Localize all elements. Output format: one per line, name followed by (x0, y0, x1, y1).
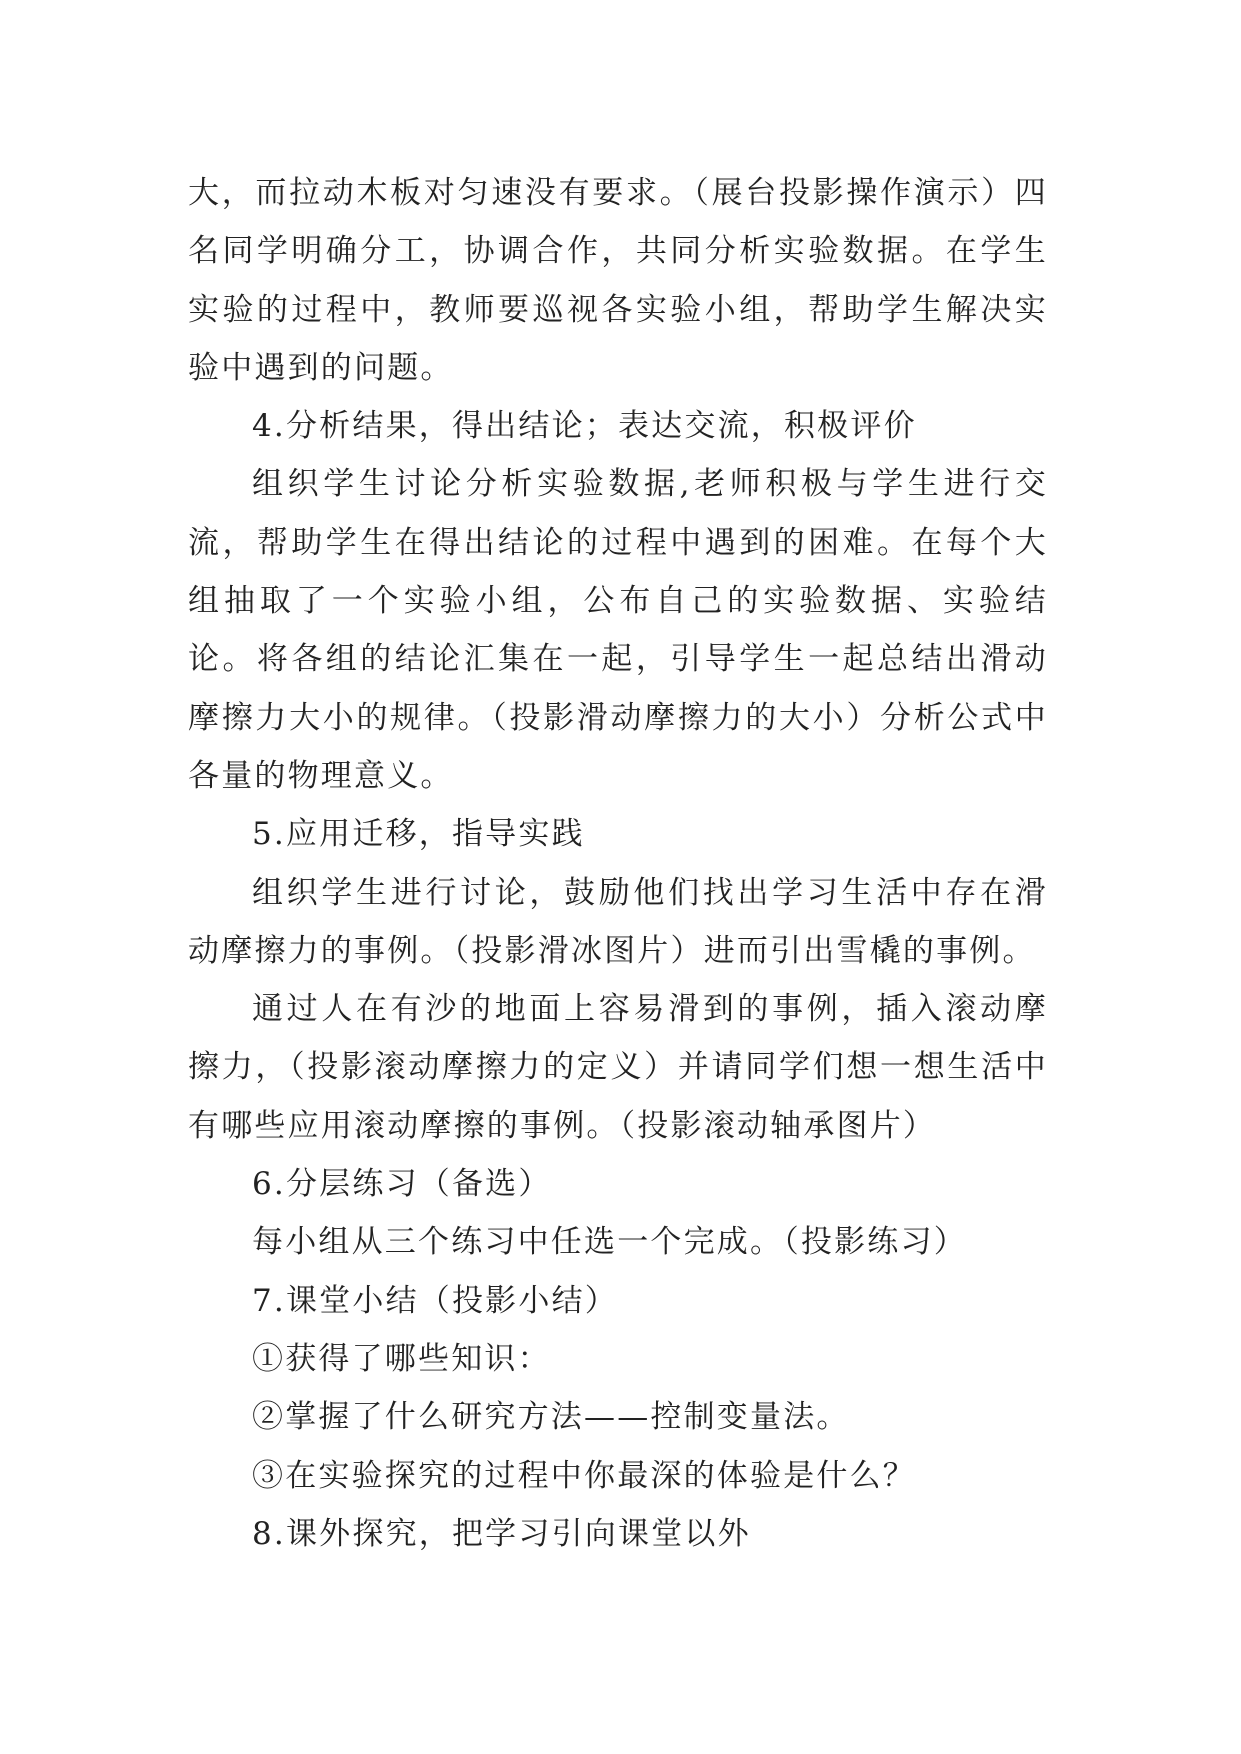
section-heading-8: 8.课外探究，把学习引向课堂以外 (252, 1515, 751, 1552)
paragraph-sliding-examples: 组织学生进行讨论，鼓励他们找出学习生活中存在滑动摩擦力的事例。（投影滑冰图片）进而引出雪橇的事例。 (188, 874, 1048, 969)
paragraph-exercises: 每小组从三个练习中任选一个完成。（投影练习） (252, 1224, 967, 1261)
summary-item-3: ③在实验探究的过程中你最深的体验是什么？ (252, 1457, 916, 1494)
section-heading-5: 5.应用迁移，指导实践 (252, 816, 585, 853)
paragraph-continuation: 大，而拉动木板对匀速没有要求。（展台投影操作演示）四名同学明确分工，协调合作，共同分析实验数据。在学生实验的过程中，教师要巡视各实验小组，帮助学生解决实验中遇到的问题。 (188, 175, 1048, 386)
summary-item-2: ②掌握了什么研究方法——控制变量法。 (252, 1399, 850, 1436)
summary-item-1: ①获得了哪些知识： (252, 1340, 551, 1377)
document-body (188, 164, 1048, 1563)
paragraph-discussion: 组织学生讨论分析实验数据,老师积极与学生进行交流，帮助学生在得出结论的过程中遇到的困难。在每个大组抽取了一个实验小组，公布自己的实验数据、实验结论。将各组的结论汇集在一起，引导学生一起总结出滑动摩擦力大小的规律。（投影滑动摩擦力的大小）分析公式中各量的物理意义。 (188, 466, 1048, 794)
paragraph-rolling-friction: 通过人在有沙的地面上容易滑到的事例，插入滚动摩擦力，（投影滚动摩擦力的定义）并请同学们想一想生活中有哪些应用滚动摩擦的事例。（投影滚动轴承图片） (188, 991, 1048, 1144)
section-heading-6: 6.分层练习（备选） (252, 1166, 552, 1203)
section-heading-4: 4.分析结果，得出结论；表达交流，积极评价 (252, 408, 917, 445)
section-heading-7: 7.课堂小结（投影小结） (252, 1282, 618, 1319)
